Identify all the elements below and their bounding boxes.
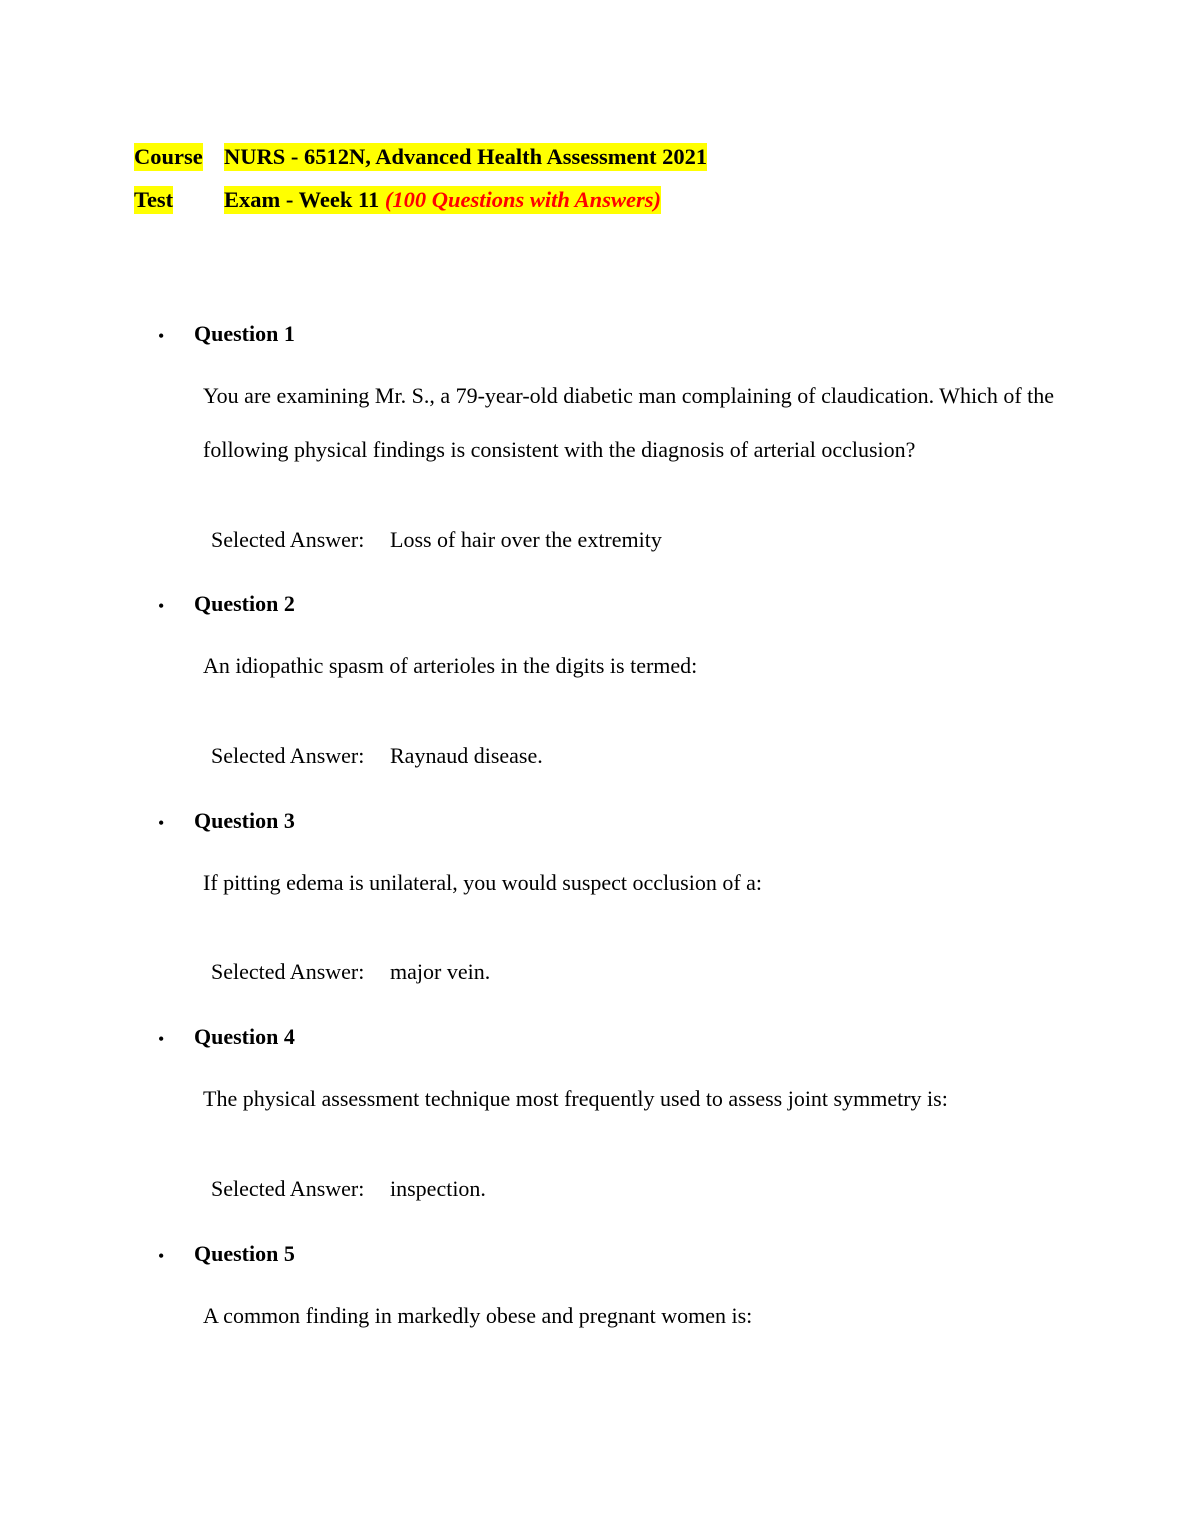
bullet: •	[158, 1029, 165, 1049]
selected-answer-label: Selected Answer:	[211, 959, 365, 984]
question-title: Question 4	[194, 1024, 295, 1049]
question-text: A common finding in markedly obese and pregnant women is:	[203, 1303, 753, 1328]
question-text: The physical assessment technique most frequently used to assess joint symmetry is:	[203, 1086, 948, 1111]
question-title: Question 1	[194, 321, 295, 346]
course-value: NURS - 6512N, Advanced Health Assessment 2021	[224, 144, 708, 169]
question-text: You are examining Mr. S., a 79-year-old diabetic man complaining of claudication. Which of the following physical findings is consistent with the diagnosis of arterial occlusion?	[203, 383, 1055, 462]
selected-answer-label: Selected Answer:	[211, 527, 365, 552]
question-title: Question 5	[194, 1241, 295, 1266]
test-value-wrap	[224, 186, 661, 214]
selected-answer-label: Selected Answer:	[211, 1176, 365, 1201]
selected-answer-value: inspection.	[390, 1176, 486, 1201]
question-text: If pitting edema is unilateral, you would suspect occlusion of a:	[203, 870, 763, 895]
test-label: Test	[134, 187, 174, 212]
question-title: Question 2	[194, 591, 295, 616]
selected-answer-value: Raynaud disease.	[390, 743, 543, 768]
test-note: (100 Questions with Answers)	[384, 187, 661, 212]
selected-answer	[211, 1175, 486, 1203]
question-title: Question 3	[194, 808, 295, 833]
bullet: •	[158, 813, 165, 833]
selected-answer-value: Loss of hair over the extremity	[390, 527, 662, 552]
bullet: •	[158, 596, 165, 616]
selected-answer	[211, 526, 662, 554]
selected-answer	[211, 958, 490, 986]
selected-answer	[211, 742, 543, 770]
bullet: •	[158, 1246, 165, 1266]
selected-answer-value: major vein.	[390, 959, 491, 984]
selected-answer-label: Selected Answer:	[211, 743, 365, 768]
bullet: •	[158, 326, 165, 346]
question-text: An idiopathic spasm of arterioles in the digits is termed:	[203, 653, 698, 678]
test-value: Exam - Week 11	[224, 187, 385, 212]
course-label: Course	[134, 144, 203, 169]
